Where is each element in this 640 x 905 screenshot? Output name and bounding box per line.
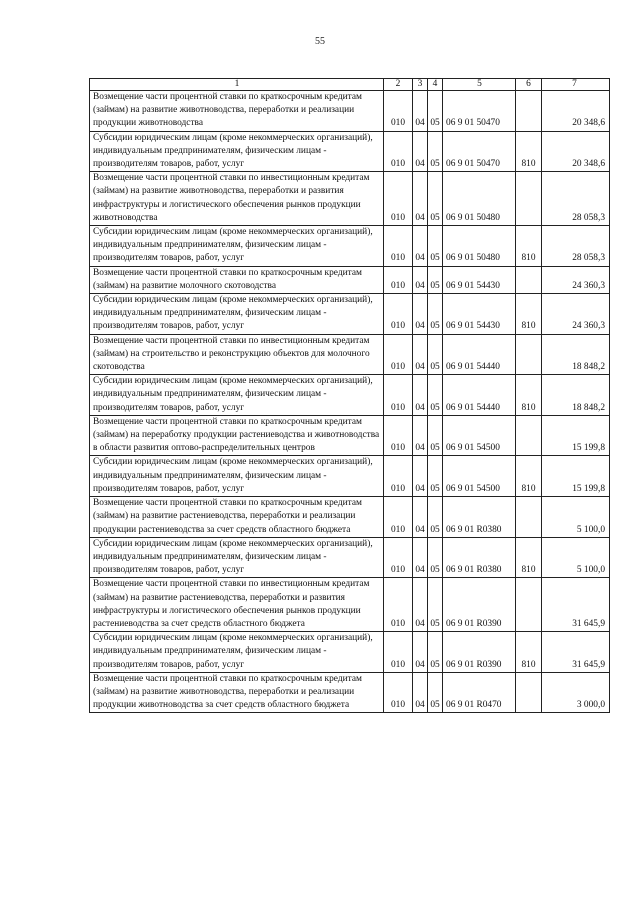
table-row <box>90 226 610 267</box>
row-section-cell: 04 <box>413 294 428 335</box>
header-cell: 1 <box>90 79 384 91</box>
row-expense-type-cell <box>516 91 542 132</box>
row-expense-type-cell <box>516 578 542 632</box>
row-section-cell: 04 <box>413 537 428 578</box>
row-target-article-cell: 06 9 01 R0390 <box>443 578 516 632</box>
row-amount-cell: 28 058,3 <box>542 226 610 267</box>
row-expense-type-cell: 810 <box>516 294 542 335</box>
table-row <box>90 632 610 673</box>
row-subsection-cell: 05 <box>428 456 443 497</box>
row-subsection-cell: 05 <box>428 672 443 713</box>
row-target-article-cell: 06 9 01 54500 <box>443 415 516 456</box>
table-header-row <box>90 79 610 91</box>
row-expense-type-cell <box>516 172 542 226</box>
row-subsection-cell: 05 <box>428 294 443 335</box>
row-expense-type-cell <box>516 334 542 375</box>
row-subsection-cell: 05 <box>428 415 443 456</box>
table-row <box>90 172 610 226</box>
row-admin-code-cell: 010 <box>384 294 413 335</box>
row-target-article-cell: 06 9 01 R0470 <box>443 672 516 713</box>
row-subsection-cell: 05 <box>428 226 443 267</box>
table-row <box>90 537 610 578</box>
row-target-article-cell: 06 9 01 R0390 <box>443 632 516 673</box>
row-amount-cell: 31 645,9 <box>542 632 610 673</box>
row-subsection-cell: 05 <box>428 266 443 293</box>
row-amount-cell: 20 348,6 <box>542 131 610 172</box>
row-admin-code-cell: 010 <box>384 672 413 713</box>
row-expense-type-cell <box>516 497 542 538</box>
row-name-cell: Субсидии юридическим лицам (кроме некоммерческих организаций), индивидуальным предпринимателям, физическим лицам - производителям товаров, работ, услуг <box>90 131 384 172</box>
budget-table <box>89 78 610 713</box>
row-target-article-cell: 06 9 01 50470 <box>443 91 516 132</box>
row-admin-code-cell: 010 <box>384 334 413 375</box>
row-section-cell: 04 <box>413 456 428 497</box>
row-amount-cell: 3 000,0 <box>542 672 610 713</box>
row-name-cell: Субсидии юридическим лицам (кроме некоммерческих организаций), индивидуальным предпринимателям, физическим лицам - производителям товаров, работ, услуг <box>90 537 384 578</box>
row-expense-type-cell: 810 <box>516 226 542 267</box>
row-expense-type-cell: 810 <box>516 537 542 578</box>
row-amount-cell: 15 199,8 <box>542 456 610 497</box>
row-section-cell: 04 <box>413 172 428 226</box>
row-target-article-cell: 06 9 01 50470 <box>443 131 516 172</box>
page-number: 55 <box>315 36 325 47</box>
row-amount-cell: 24 360,3 <box>542 266 610 293</box>
row-admin-code-cell: 010 <box>384 266 413 293</box>
row-subsection-cell: 05 <box>428 334 443 375</box>
row-admin-code-cell: 010 <box>384 578 413 632</box>
row-section-cell: 04 <box>413 91 428 132</box>
row-admin-code-cell: 010 <box>384 226 413 267</box>
row-name-cell: Субсидии юридическим лицам (кроме некоммерческих организаций), индивидуальным предпринимателям, физическим лицам - производителям товаров, работ, услуг <box>90 375 384 416</box>
row-expense-type-cell: 810 <box>516 375 542 416</box>
row-admin-code-cell: 010 <box>384 537 413 578</box>
row-admin-code-cell: 010 <box>384 456 413 497</box>
row-name-cell: Субсидии юридическим лицам (кроме некоммерческих организаций), индивидуальным предпринимателям, физическим лицам - производителям товаров, работ, услуг <box>90 226 384 267</box>
row-target-article-cell: 06 9 01 54440 <box>443 375 516 416</box>
row-subsection-cell: 05 <box>428 578 443 632</box>
row-amount-cell: 5 100,0 <box>542 497 610 538</box>
row-subsection-cell: 05 <box>428 172 443 226</box>
row-section-cell: 04 <box>413 578 428 632</box>
row-name-cell: Возмещение части процентной ставки по краткосрочным кредитам (займам) на развитие растениеводства, переработки и реализации продукции растениеводства за счет средств областного бюджета <box>90 497 384 538</box>
row-name-cell: Возмещение части процентной ставки по краткосрочным кредитам (займам) на переработку продукции растениеводства и животноводства в области развития оптово-распределительных центров <box>90 415 384 456</box>
row-expense-type-cell: 810 <box>516 632 542 673</box>
row-section-cell: 04 <box>413 415 428 456</box>
table-row <box>90 375 610 416</box>
row-name-cell: Возмещение части процентной ставки по инвестиционным кредитам (займам) на развитие растениеводства, переработки и развития инфраструктуры и логистического обеспечения рынков продукции растениеводства за счет средств областного бюджета <box>90 578 384 632</box>
row-amount-cell: 24 360,3 <box>542 294 610 335</box>
row-expense-type-cell: 810 <box>516 131 542 172</box>
row-admin-code-cell: 010 <box>384 375 413 416</box>
row-subsection-cell: 05 <box>428 91 443 132</box>
header-cell: 2 <box>384 79 413 91</box>
row-amount-cell: 15 199,8 <box>542 415 610 456</box>
row-name-cell: Возмещение части процентной ставки по краткосрочным кредитам (займам) на развитие животноводства, переработки и реализации продукции животноводства <box>90 91 384 132</box>
row-name-cell: Возмещение части процентной ставки по инвестиционным кредитам (займам) на строительство и реконструкцию объектов для молочного скотоводства <box>90 334 384 375</box>
row-subsection-cell: 05 <box>428 375 443 416</box>
row-admin-code-cell: 010 <box>384 131 413 172</box>
row-expense-type-cell <box>516 415 542 456</box>
row-name-cell: Возмещение части процентной ставки по краткосрочным кредитам (займам) на развитие животноводства, переработки и реализации продукции животноводства за счет средств областного бюджета <box>90 672 384 713</box>
table-row <box>90 294 610 335</box>
row-subsection-cell: 05 <box>428 131 443 172</box>
table-row <box>90 672 610 713</box>
row-target-article-cell: 06 9 01 54430 <box>443 266 516 293</box>
row-amount-cell: 5 100,0 <box>542 537 610 578</box>
row-section-cell: 04 <box>413 497 428 538</box>
row-admin-code-cell: 010 <box>384 415 413 456</box>
table-row <box>90 131 610 172</box>
row-expense-type-cell: 810 <box>516 456 542 497</box>
row-admin-code-cell: 010 <box>384 172 413 226</box>
table-row <box>90 456 610 497</box>
row-admin-code-cell: 010 <box>384 497 413 538</box>
row-subsection-cell: 05 <box>428 537 443 578</box>
header-cell: 7 <box>542 79 610 91</box>
row-target-article-cell: 06 9 01 R0380 <box>443 537 516 578</box>
row-name-cell: Возмещение части процентной ставки по краткосрочным кредитам (займам) на развитие молочного скотоводства <box>90 266 384 293</box>
row-target-article-cell: 06 9 01 54430 <box>443 294 516 335</box>
row-amount-cell: 18 848,2 <box>542 334 610 375</box>
row-section-cell: 04 <box>413 334 428 375</box>
row-name-cell: Субсидии юридическим лицам (кроме некоммерческих организаций), индивидуальным предпринимателям, физическим лицам - производителям товаров, работ, услуг <box>90 294 384 335</box>
table-row <box>90 415 610 456</box>
row-target-article-cell: 06 9 01 54440 <box>443 334 516 375</box>
table-row <box>90 578 610 632</box>
table-row <box>90 497 610 538</box>
row-amount-cell: 18 848,2 <box>542 375 610 416</box>
header-cell: 5 <box>443 79 516 91</box>
row-expense-type-cell <box>516 266 542 293</box>
row-admin-code-cell: 010 <box>384 632 413 673</box>
row-section-cell: 04 <box>413 632 428 673</box>
row-target-article-cell: 06 9 01 54500 <box>443 456 516 497</box>
row-section-cell: 04 <box>413 131 428 172</box>
row-section-cell: 04 <box>413 672 428 713</box>
row-section-cell: 04 <box>413 226 428 267</box>
row-admin-code-cell: 010 <box>384 91 413 132</box>
header-cell: 3 <box>413 79 428 91</box>
row-section-cell: 04 <box>413 266 428 293</box>
row-name-cell: Субсидии юридическим лицам (кроме некоммерческих организаций), индивидуальным предпринимателям, физическим лицам - производителям товаров, работ, услуг <box>90 456 384 497</box>
row-name-cell: Возмещение части процентной ставки по инвестиционным кредитам (займам) на развитие животноводства, переработки и развития инфраструктуры и логистического обеспечения рынков продукции животноводства <box>90 172 384 226</box>
header-cell: 6 <box>516 79 542 91</box>
table-row <box>90 266 610 293</box>
row-target-article-cell: 06 9 01 R0380 <box>443 497 516 538</box>
row-amount-cell: 20 348,6 <box>542 91 610 132</box>
table-row <box>90 91 610 132</box>
row-target-article-cell: 06 9 01 50480 <box>443 172 516 226</box>
row-target-article-cell: 06 9 01 50480 <box>443 226 516 267</box>
row-section-cell: 04 <box>413 375 428 416</box>
row-amount-cell: 28 058,3 <box>542 172 610 226</box>
row-amount-cell: 31 645,9 <box>542 578 610 632</box>
row-name-cell: Субсидии юридическим лицам (кроме некоммерческих организаций), индивидуальным предпринимателям, физическим лицам - производителям товаров, работ, услуг <box>90 632 384 673</box>
row-expense-type-cell <box>516 672 542 713</box>
row-subsection-cell: 05 <box>428 497 443 538</box>
table-row <box>90 334 610 375</box>
row-subsection-cell: 05 <box>428 632 443 673</box>
header-cell: 4 <box>428 79 443 91</box>
